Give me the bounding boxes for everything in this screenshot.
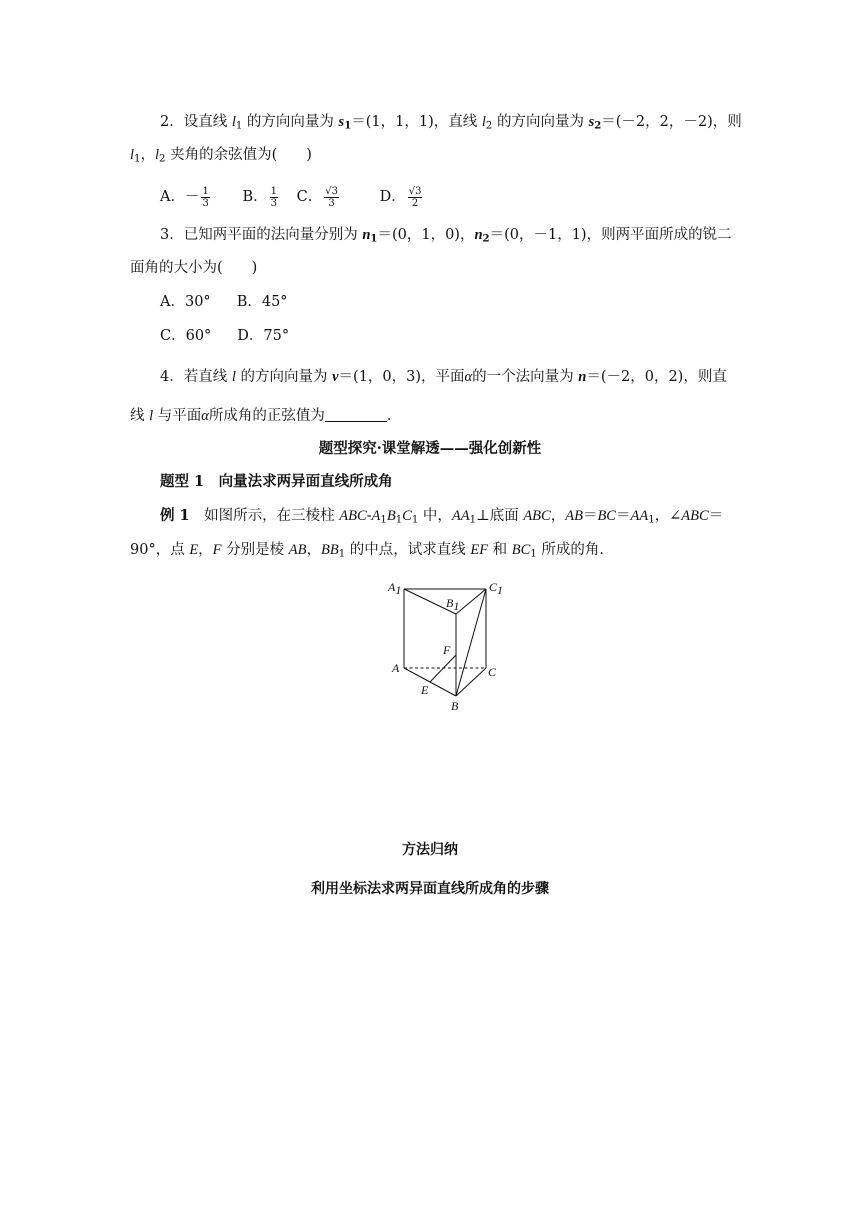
fraction: $\frac{1}{3}$: [270, 185, 277, 209]
example1-line1: 例 1 如图所示，在三棱柱 ABC-$A_1B_1C_1$ 中，$AA_1\perp$底面 ABC，$AB=BC=AA_1$，∠ABC＝: [160, 507, 724, 526]
label-c: C: [488, 665, 497, 679]
segment-b-c1: [456, 589, 486, 696]
q2-options: [160, 184, 424, 210]
topic-heading: 题型 1 向量法求两异面直线所成角: [160, 473, 393, 490]
label-c1: C1: [489, 580, 504, 597]
q2-option-d[interactable]: D． $\frac{√3}{2}$: [379, 185, 422, 209]
q3-options-row1: [160, 292, 288, 312]
q3-option-a[interactable]: A．30°: [160, 294, 211, 310]
edge-b1-c1: [456, 589, 486, 614]
label-a: A: [392, 661, 400, 675]
q4-line2: 线 l 与平面α所成角的正弦值为 ．: [130, 408, 402, 424]
q2-option-b[interactable]: B． $\frac{1}{3}$: [242, 185, 277, 209]
q2-option-a[interactable]: A．－ $\frac{1}{3}$: [160, 185, 209, 209]
q3-options-row2: [160, 326, 289, 346]
method-title: 方法归纳: [402, 842, 458, 858]
q2-option-c[interactable]: C． $\frac{√3}{3}$: [296, 185, 338, 209]
fraction: $\frac{√3}{2}$: [408, 185, 422, 209]
q3-option-d[interactable]: D．75°: [237, 328, 290, 344]
fraction: $\frac{√3}{3}$: [325, 185, 338, 209]
label-a1: A1: [388, 580, 402, 597]
q3-line1: 3．已知两平面的法向量分别为 $n_1=(0$，1，0)，$n_2=(0$，－1，1)，则两平面所成的锐二: [160, 227, 732, 245]
label-f: F: [443, 643, 451, 657]
example1-line2: 90°，点 E，F 分别是棱 AB，$BB_1$ 的中点，试求直线 EF 和 $BC_1$ 所成的角．: [130, 542, 614, 560]
section-title: 题型探究·课堂解透——强化创新性: [318, 440, 542, 457]
fraction: $\frac{1}{3}$: [202, 185, 209, 209]
label-e: E: [421, 683, 429, 697]
prism-figure: [380, 574, 510, 714]
q4-line1: 4．若直线 l 的方向向量为 v＝(1，0，3)，平面α的一个法向量为 n＝(－2，0，2)，则直: [160, 369, 727, 385]
q2-line1: 2．设直线 $l_1$ 的方向向量为 $s_1=(1$，1，1)，直线 $l_2$ 的方向向量为 $s_2=(-2$，2，－2)，则: [160, 114, 742, 132]
method-subtitle: 利用坐标法求两异面直线所成角的步骤: [311, 881, 549, 897]
label-b: B: [451, 699, 459, 713]
label-b1: B1: [446, 596, 460, 613]
q3-option-b[interactable]: B．45°: [236, 294, 288, 310]
q3-line2: 面角的大小为( ): [130, 260, 258, 276]
q2-line2: $l_1$，$l_2$ 夹角的余弦值为( ): [130, 147, 312, 165]
edge-b-c: [456, 668, 486, 696]
q3-option-c[interactable]: C．60°: [160, 328, 212, 344]
answer-blank[interactable]: [325, 407, 387, 422]
